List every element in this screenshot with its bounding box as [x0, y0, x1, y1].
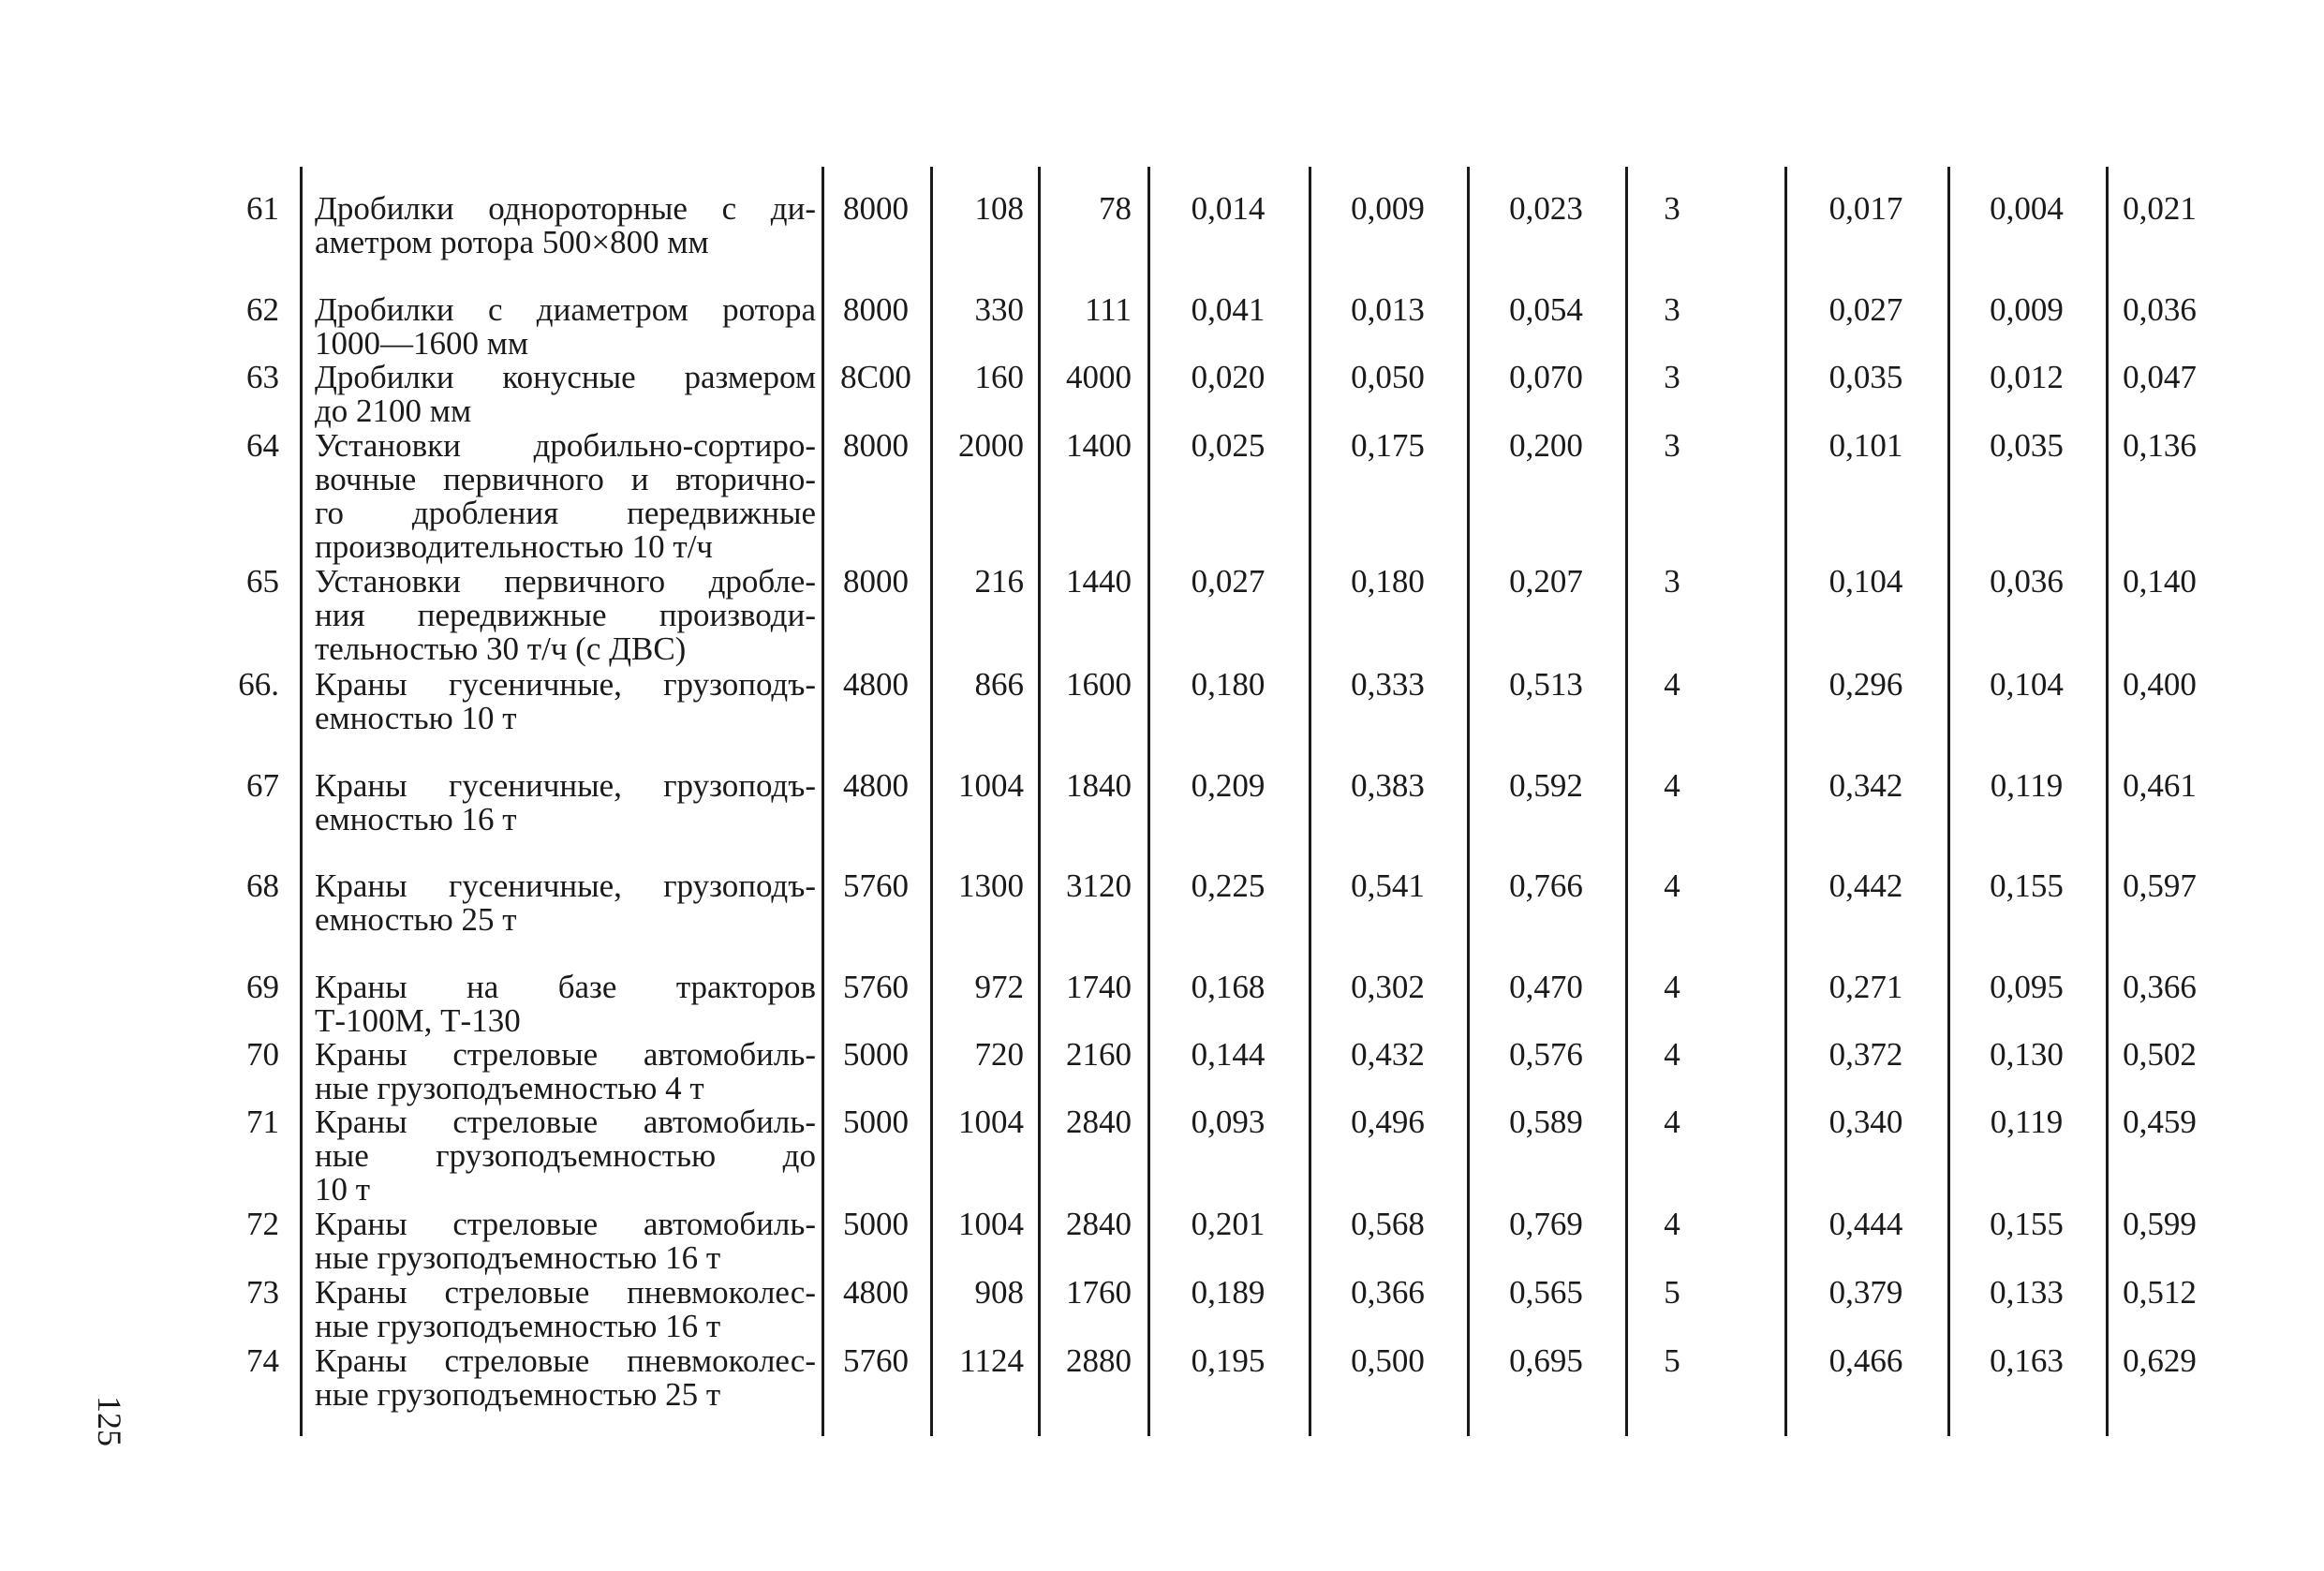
page-number: 125 — [91, 1396, 128, 1446]
value-cell: 0,155 — [1990, 867, 2064, 904]
value-cell: 5000 — [843, 1206, 909, 1242]
value-cell: 3 — [1664, 291, 1680, 328]
description-line: Дробилки конусные размером — [315, 359, 816, 395]
value-cell: 0,592 — [1509, 767, 1583, 804]
row-number: 66. — [238, 666, 279, 703]
description-line: Краны стреловые пневмоколес- — [315, 1342, 816, 1379]
value-cell: 0,766 — [1509, 867, 1583, 904]
value-cell: 0,163 — [1990, 1342, 2064, 1379]
value-cell: 4 — [1664, 867, 1680, 904]
value-cell: 908 — [974, 1274, 1024, 1311]
value-cell: 0,027 — [1191, 563, 1266, 600]
value-cell: 1760 — [1066, 1274, 1132, 1311]
value-cell: 78 — [1099, 190, 1132, 227]
value-cell: 0,209 — [1191, 767, 1266, 804]
value-cell: 1124 — [959, 1342, 1024, 1379]
value-cell: 0,155 — [1990, 1206, 2064, 1242]
value-cell: 0,020 — [1191, 359, 1266, 395]
value-cell: 0,140 — [2123, 563, 2197, 600]
row-number: 72 — [246, 1206, 279, 1242]
description-line: производительностью 10 т/ч — [315, 528, 714, 565]
value-cell: 4000 — [1066, 359, 1132, 395]
description-cell — [315, 668, 816, 735]
description-cell — [315, 1344, 816, 1412]
value-cell: 0,597 — [2123, 867, 2197, 904]
value-cell: 4 — [1664, 969, 1680, 1005]
value-cell: 0,012 — [1990, 359, 2064, 395]
value-cell: 0,180 — [1351, 563, 1425, 600]
value-cell: 4 — [1664, 767, 1680, 804]
description-cell — [315, 293, 816, 361]
row-number: 64 — [246, 427, 279, 464]
description-line: ные грузоподъемностью 16 т — [315, 1239, 721, 1276]
value-cell: 108 — [974, 190, 1024, 227]
value-cell: 0,021 — [2123, 190, 2197, 227]
description-line: 10 т — [315, 1171, 371, 1208]
description-cell — [315, 429, 816, 564]
value-cell: 0,444 — [1828, 1206, 1903, 1242]
value-cell: 1004 — [958, 1104, 1024, 1140]
value-cell: 8000 — [843, 563, 909, 600]
value-cell: 0,027 — [1828, 291, 1903, 328]
value-cell: 0,093 — [1191, 1104, 1266, 1140]
value-cell: 0,379 — [1828, 1274, 1903, 1311]
value-cell: 0,333 — [1351, 666, 1425, 703]
row-number: 69 — [246, 969, 279, 1005]
value-cell: 3120 — [1066, 867, 1132, 904]
value-cell: 0,500 — [1351, 1342, 1425, 1379]
value-cell: 0,695 — [1509, 1342, 1583, 1379]
value-cell: 2840 — [1066, 1206, 1132, 1242]
value-cell: 0,189 — [1191, 1274, 1266, 1311]
description-line: Краны стреловые пневмоколес- — [315, 1274, 816, 1311]
description-line: Краны стреловые автомобиль- — [315, 1206, 816, 1242]
description-line: тельностью 30 т/ч (с ДВС) — [315, 630, 687, 667]
value-cell: 5760 — [843, 867, 909, 904]
value-cell: 4800 — [843, 666, 909, 703]
value-cell: 4800 — [843, 1274, 909, 1311]
value-cell: 0,400 — [2123, 666, 2197, 703]
description-line: до 2100 мм — [315, 393, 472, 429]
description-line: аметром ротора 500×800 мм — [315, 224, 709, 260]
description-line: Краны гусеничные, грузоподъ- — [315, 767, 816, 804]
value-cell: 0,047 — [2123, 359, 2197, 395]
value-cell: 0,366 — [1351, 1274, 1425, 1311]
description-line: ные грузоподъемностью 4 т — [315, 1070, 704, 1106]
description-line: Краны на базе тракторов — [315, 969, 816, 1005]
value-cell: 0,035 — [1990, 427, 2064, 464]
value-cell: 111 — [1085, 291, 1132, 328]
value-cell: 8000 — [843, 190, 909, 227]
value-cell: 0,180 — [1191, 666, 1266, 703]
value-cell: 0,372 — [1828, 1036, 1903, 1073]
value-cell: 0,459 — [2123, 1104, 2197, 1140]
value-cell: 0,565 — [1509, 1274, 1583, 1311]
value-cell: 0,133 — [1990, 1274, 2064, 1311]
value-cell: 0,589 — [1509, 1104, 1583, 1140]
value-cell: 0,104 — [1828, 563, 1903, 600]
value-cell: 330 — [974, 291, 1024, 328]
value-cell: 8000 — [843, 427, 909, 464]
value-cell: 0,009 — [1990, 291, 2064, 328]
value-cell: 972 — [974, 969, 1024, 1005]
value-cell: 0,271 — [1828, 969, 1903, 1005]
value-cell: 0,200 — [1509, 427, 1583, 464]
value-cell: 0,296 — [1828, 666, 1903, 703]
description-cell — [315, 971, 816, 1038]
value-cell: 0,568 — [1351, 1206, 1425, 1242]
value-cell: 0,070 — [1509, 359, 1583, 395]
value-cell: 0,119 — [1990, 1104, 2064, 1140]
value-cell: 2840 — [1066, 1104, 1132, 1140]
value-cell: 4 — [1664, 1104, 1680, 1140]
value-cell: 0,541 — [1351, 867, 1425, 904]
value-cell: 3 — [1664, 359, 1680, 395]
value-cell: 0,130 — [1990, 1036, 2064, 1073]
value-cell: 0,207 — [1509, 563, 1583, 600]
description-line: емностью 10 т — [315, 700, 517, 736]
row-number: 65 — [246, 563, 279, 600]
value-cell: 0,366 — [2123, 969, 2197, 1005]
value-cell: 1600 — [1066, 666, 1132, 703]
value-cell: 0,383 — [1351, 767, 1425, 804]
value-cell: 5000 — [843, 1036, 909, 1073]
description-cell — [315, 869, 816, 937]
value-cell: 1740 — [1066, 969, 1132, 1005]
description-line: Установки дробильно-сортиро- — [315, 427, 816, 464]
description-cell — [315, 1208, 816, 1275]
value-cell: 2880 — [1066, 1342, 1132, 1379]
value-cell: 0,342 — [1828, 767, 1903, 804]
value-cell: 4 — [1664, 1206, 1680, 1242]
value-cell: 0,104 — [1990, 666, 2064, 703]
description-cell — [315, 192, 816, 259]
value-cell: 0,302 — [1351, 969, 1425, 1005]
value-cell: 0,168 — [1191, 969, 1266, 1005]
value-cell: 0,502 — [2123, 1036, 2197, 1073]
value-cell: 160 — [974, 359, 1024, 395]
value-cell: 866 — [974, 666, 1024, 703]
value-cell: 0,201 — [1191, 1206, 1266, 1242]
row-number: 73 — [246, 1274, 279, 1311]
value-cell: 5000 — [843, 1104, 909, 1140]
description-line: ные грузоподъемностью 16 т — [315, 1308, 721, 1344]
description-cell — [315, 361, 816, 428]
value-cell: 0,023 — [1509, 190, 1583, 227]
value-cell: 0,036 — [2123, 291, 2197, 328]
value-cell: 1004 — [958, 767, 1024, 804]
row-number: 71 — [246, 1104, 279, 1140]
value-cell: 3 — [1664, 427, 1680, 464]
value-cell: 0,512 — [2123, 1274, 2197, 1311]
value-cell: 0,629 — [2123, 1342, 2197, 1379]
value-cell: 0,050 — [1351, 359, 1425, 395]
column-rule — [300, 167, 303, 1436]
value-cell: 720 — [974, 1036, 1024, 1073]
value-cell: 0,004 — [1990, 190, 2064, 227]
value-cell: 0,461 — [2123, 767, 2197, 804]
value-cell: 0,119 — [1990, 767, 2064, 804]
description-line: Т-100М, Т-130 — [315, 1002, 521, 1039]
description-line: ные грузоподъемностью 25 т — [315, 1376, 721, 1413]
value-cell: 0,470 — [1509, 969, 1583, 1005]
value-cell: 0,195 — [1191, 1342, 1266, 1379]
value-cell: 0,035 — [1828, 359, 1903, 395]
description-line: Краны стреловые автомобиль- — [315, 1036, 816, 1073]
description-cell — [315, 1276, 816, 1343]
description-line: го дробления передвижные — [315, 495, 816, 531]
value-cell: 0,009 — [1351, 190, 1425, 227]
value-cell: 5760 — [843, 1342, 909, 1379]
value-cell: 4 — [1664, 1036, 1680, 1073]
value-cell: 1300 — [958, 867, 1024, 904]
value-cell: 0,496 — [1351, 1104, 1425, 1140]
description-line: емностью 25 т — [315, 901, 517, 938]
value-cell: 1440 — [1066, 563, 1132, 600]
value-cell: 8000 — [843, 291, 909, 328]
value-cell: 2160 — [1066, 1036, 1132, 1073]
value-cell: 0,432 — [1351, 1036, 1425, 1073]
description-line: ные грузоподъемностью до — [315, 1137, 816, 1174]
value-cell: 5 — [1664, 1274, 1680, 1311]
value-cell: 0,101 — [1828, 427, 1903, 464]
value-cell: 2000 — [958, 427, 1024, 464]
value-cell: 0,442 — [1828, 867, 1903, 904]
value-cell: 0,025 — [1191, 427, 1266, 464]
value-cell: 0,014 — [1191, 190, 1266, 227]
row-number: 67 — [246, 767, 279, 804]
value-cell: 0,576 — [1509, 1036, 1583, 1073]
description-line: ния передвижные производи- — [315, 597, 816, 633]
description-line: Краны гусеничные, грузоподъ- — [315, 867, 816, 904]
equipment-table — [201, 167, 2215, 1436]
row-number: 74 — [246, 1342, 279, 1379]
value-cell: 8С00 — [840, 359, 911, 395]
value-cell: 0,225 — [1191, 867, 1266, 904]
value-cell: 0,036 — [1990, 563, 2064, 600]
description-line: Установки первичного дробле- — [315, 563, 816, 600]
value-cell: 0,041 — [1191, 291, 1266, 328]
value-cell: 0,054 — [1509, 291, 1583, 328]
value-cell: 4 — [1664, 666, 1680, 703]
value-cell: 0,466 — [1828, 1342, 1903, 1379]
description-cell — [315, 1038, 816, 1105]
value-cell: 0,175 — [1351, 427, 1425, 464]
description-line: Краны гусеничные, грузоподъ- — [315, 666, 816, 703]
value-cell: 4800 — [843, 767, 909, 804]
description-cell — [315, 769, 816, 837]
value-cell: 1004 — [958, 1206, 1024, 1242]
value-cell: 5760 — [843, 969, 909, 1005]
value-cell: 3 — [1664, 563, 1680, 600]
row-number: 62 — [246, 291, 279, 328]
value-cell: 0,513 — [1509, 666, 1583, 703]
value-cell: 0,136 — [2123, 427, 2197, 464]
value-cell: 3 — [1664, 190, 1680, 227]
row-number: 63 — [246, 359, 279, 395]
value-cell: 0,013 — [1351, 291, 1425, 328]
value-cell: 0,017 — [1828, 190, 1903, 227]
description-line: емностью 16 т — [315, 801, 517, 837]
description-line: Краны стреловые автомобиль- — [315, 1104, 816, 1140]
row-number: 61 — [246, 190, 279, 227]
row-number: 68 — [246, 867, 279, 904]
row-number: 70 — [246, 1036, 279, 1073]
value-cell: 0,340 — [1828, 1104, 1903, 1140]
description-cell — [315, 565, 816, 666]
value-cell: 0,599 — [2123, 1206, 2197, 1242]
description-line: Дробилки однороторные с ди- — [315, 190, 816, 227]
value-cell: 0,144 — [1191, 1036, 1266, 1073]
description-cell — [315, 1105, 816, 1207]
value-cell: 1400 — [1066, 427, 1132, 464]
description-line: Дробилки с диаметром ротора — [315, 291, 816, 328]
value-cell: 216 — [974, 563, 1024, 600]
value-cell: 0,769 — [1509, 1206, 1583, 1242]
description-line: вочные первичного и вторично- — [315, 461, 816, 497]
description-line: 1000—1600 мм — [315, 325, 529, 362]
value-cell: 5 — [1664, 1342, 1680, 1379]
value-cell: 1840 — [1066, 767, 1132, 804]
value-cell: 0,095 — [1990, 969, 2064, 1005]
